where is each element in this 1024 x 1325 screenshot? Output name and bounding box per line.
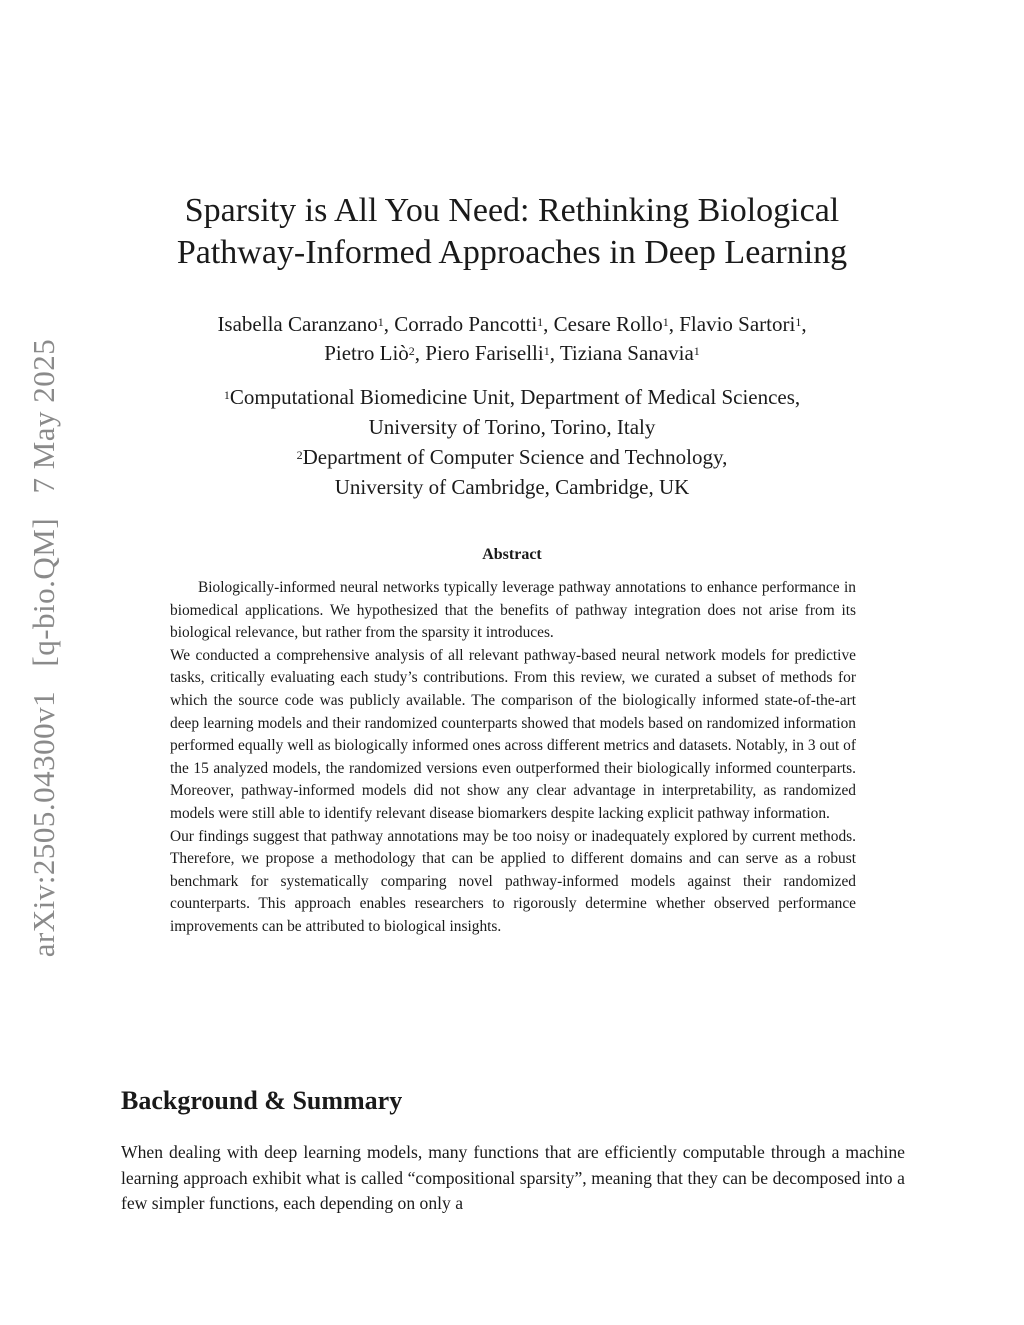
author-affiliation-marker: 1 xyxy=(377,315,384,329)
affiliation-list xyxy=(122,382,902,502)
author-line-2: Pietro Liò$^2$, Piero Fariselli$^1$, Tiziana Sanavia$^1$ xyxy=(324,341,700,365)
affiliation-text: Department of Computer Science and Technology, xyxy=(302,445,728,469)
author-list xyxy=(122,310,902,368)
author-name: Isabella Caranzano xyxy=(217,312,378,336)
paper-title-line-2: Pathway-Informed Approaches in Deep Learning xyxy=(176,234,848,271)
abstract-paragraph: We conducted a comprehensive analysis of all relevant pathway-based neural network models for predictive tasks, critically evaluating each study’s contributions. From this review, we curated a subset of methods for which the source code was publicly available. The comparison of the biologically informed state-of-the-art deep learning models and their randomized counterparts showed that models based on randomized information performed equally well as biologically informed ones across different metrics and datasets. Notably, in 3 out of the 15 analyzed models, the randomized versions even outperformed their biologically informed counterparts. Moreover, pathway-informed models did not show any clear advantage in interpretability, as randomized models were still able to identify relevant disease biomarkers despite lacking explicit pathway information. xyxy=(170,646,856,822)
paper-title xyxy=(122,190,902,274)
author-name: Flavio Sartori xyxy=(679,312,796,336)
author-affiliation-marker: 1 xyxy=(795,315,802,329)
abstract-body xyxy=(170,577,856,939)
arxiv-id: arXiv:2505.04300v1 xyxy=(26,690,61,958)
author-name: Piero Fariselli xyxy=(425,341,544,365)
affiliation-2-line-1 xyxy=(122,442,902,472)
affiliation-1-line-1 xyxy=(122,382,902,412)
author-name: Pietro Liò xyxy=(324,341,409,365)
author-affiliation-marker: 2 xyxy=(408,344,415,358)
author-name: Tiziana Sanavia xyxy=(559,341,694,365)
author-name: Corrado Pancotti xyxy=(394,312,538,336)
affiliation-number: 1 xyxy=(223,388,230,402)
arxiv-category: [q-bio.QM] xyxy=(26,517,61,667)
author-affiliation-marker: 1 xyxy=(662,315,669,329)
author-affiliation-marker: 1 xyxy=(537,315,544,329)
author-name: Cesare Rollo xyxy=(553,312,663,336)
affiliation-text: Computational Biomedicine Unit, Department of Medical Sciences, xyxy=(229,385,801,409)
arxiv-date: 7 May 2025 xyxy=(26,338,61,494)
author-affiliation-marker: 1 xyxy=(693,344,700,358)
affiliation-1-line-2: University of Torino, Torino, Italy xyxy=(368,415,656,439)
author-affiliation-marker: 1 xyxy=(543,344,550,358)
affiliation-2-line-2: University of Cambridge, Cambridge, UK xyxy=(334,475,690,499)
arxiv-identifier-stamp xyxy=(26,323,62,958)
section-heading-background: Background & Summary xyxy=(121,1086,403,1115)
paper-title-line-1: Sparsity is All You Need: Rethinking Biological xyxy=(184,192,840,229)
author-line-1: Isabella Caranzano$^1$, Corrado Pancotti$^1$, Cesare Rollo$^1$, Flavio Sartori$^1$, xyxy=(217,312,807,336)
affiliation-number: 2 xyxy=(296,448,303,462)
abstract-paragraph: Biologically-informed neural networks typically leverage pathway annotations to enhance performance in biomedical applications. We hypothesized that the benefits of pathway integration does not arise from its biological relevance, but rather from the sparsity it introduces. xyxy=(170,579,856,642)
abstract-paragraph: Our findings suggest that pathway annotations may be too noisy or inadequately explored by current methods. Therefore, we propose a methodology that can be applied to different domains and can serve as a robust benchmark for systematically comparing novel pathway-informed models against their randomized counterparts. This approach enables researchers to rigorously determine whether observed performance improvements can be attributed to biological insights. xyxy=(170,827,856,935)
body-paragraph: When dealing with deep learning models, many functions that are efficiently computable through a machine learning approach exhibit what is called “compositional sparsity”, meaning that they can be decomposed into a few simpler functions, each depending on only a xyxy=(121,1142,905,1213)
abstract-heading: Abstract xyxy=(482,546,542,563)
